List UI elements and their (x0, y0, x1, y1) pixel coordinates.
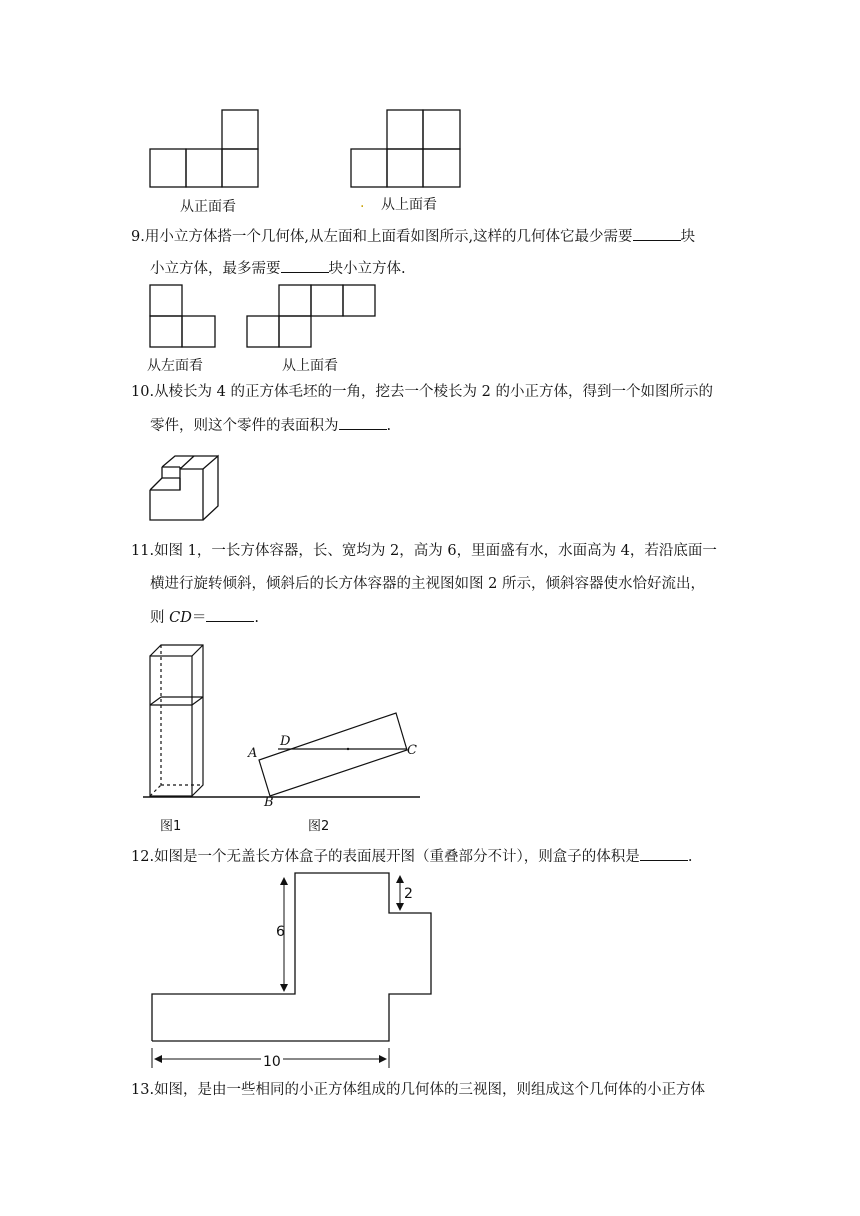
q11-text3-pre: 则 (150, 610, 170, 626)
q9-text2: 小立方体，最多需要 (150, 261, 281, 277)
q11-line3 (150, 607, 259, 628)
q12-number: 12. (131, 849, 155, 865)
q11-eq: ＝ (191, 610, 207, 626)
q12-dim-2: 2 (404, 886, 413, 902)
q9-blank-max[interactable] (281, 258, 329, 273)
q10-text1: 从棱长为 4 的正方体毛坯的一角，挖去一个棱长为 2 的小正方体，得到一个如图所示的 (154, 384, 713, 400)
q9-line2 (150, 258, 406, 279)
q11-var-cd: CD (169, 610, 192, 626)
q11-point-a: A (248, 746, 258, 761)
q11-line1 (131, 541, 717, 561)
q11-point-c: C (407, 743, 417, 758)
q11-text2: 横进行旋转倾斜，倾斜后的长方体容器的主视图如图 2 所示，倾斜容器使水恰好流出， (150, 576, 705, 592)
q13-line1 (131, 1080, 705, 1100)
q10-number: 10. (131, 384, 155, 400)
q9-number: 9. (131, 229, 145, 245)
q11-fig1-label: 图1 (160, 819, 182, 834)
q9-text1: 用小立方体搭一个几何体,从左面和上面看如图所示,这样的几何体它最少需要 (144, 229, 633, 245)
q9-text1-tail: 块 (680, 229, 696, 245)
q12-line1 (131, 846, 692, 867)
q9-left-view-label: 从左面看 (147, 358, 203, 374)
q11-point-b: B (264, 795, 274, 810)
q11-line2 (150, 574, 705, 594)
q11-text3-tail: . (254, 610, 259, 626)
q12-dim-6: 6 (276, 924, 285, 940)
q8-dot: . (360, 195, 365, 211)
q12-blank[interactable] (640, 846, 688, 861)
q10-line2 (150, 415, 391, 436)
q9-blank-min[interactable] (633, 226, 681, 241)
q9-top-view-label: 从上面看 (282, 358, 338, 374)
q10-line1 (131, 382, 713, 402)
q10-blank[interactable] (339, 415, 387, 430)
q8-front-view-label: 从正面看 (180, 199, 236, 215)
q11-number: 11. (131, 543, 155, 559)
q12-text1-tail: . (687, 849, 693, 865)
q9-text2-tail: 块小立方体. (328, 261, 406, 277)
q10-text2: 零件，则这个零件的表面积为 (150, 418, 339, 434)
q11-fig2-label: 图2 (308, 819, 330, 834)
q11-text1: 如图 1，一长方体容器，长、宽均为 2，高为 6，里面盛有水，水面高为 4，若沿底面一 (154, 543, 717, 559)
q10-text2-tail: . (386, 418, 392, 434)
q8-top-view-label: 从上面看 (381, 197, 437, 213)
q13-text1: 如图，是由一些相同的小正方体组成的几何体的三视图，则组成这个几何体的小正方体 (154, 1082, 706, 1098)
q11-blank[interactable] (206, 607, 254, 622)
q12-text1: 如图是一个无盖长方体盒子的表面展开图（重叠部分不计），则盒子的体积是 (154, 849, 640, 865)
q12-dim-10: 10 (263, 1054, 281, 1070)
q13-number: 13. (131, 1082, 155, 1098)
q11-point-d: D (280, 734, 291, 749)
q9-line1 (131, 226, 695, 247)
